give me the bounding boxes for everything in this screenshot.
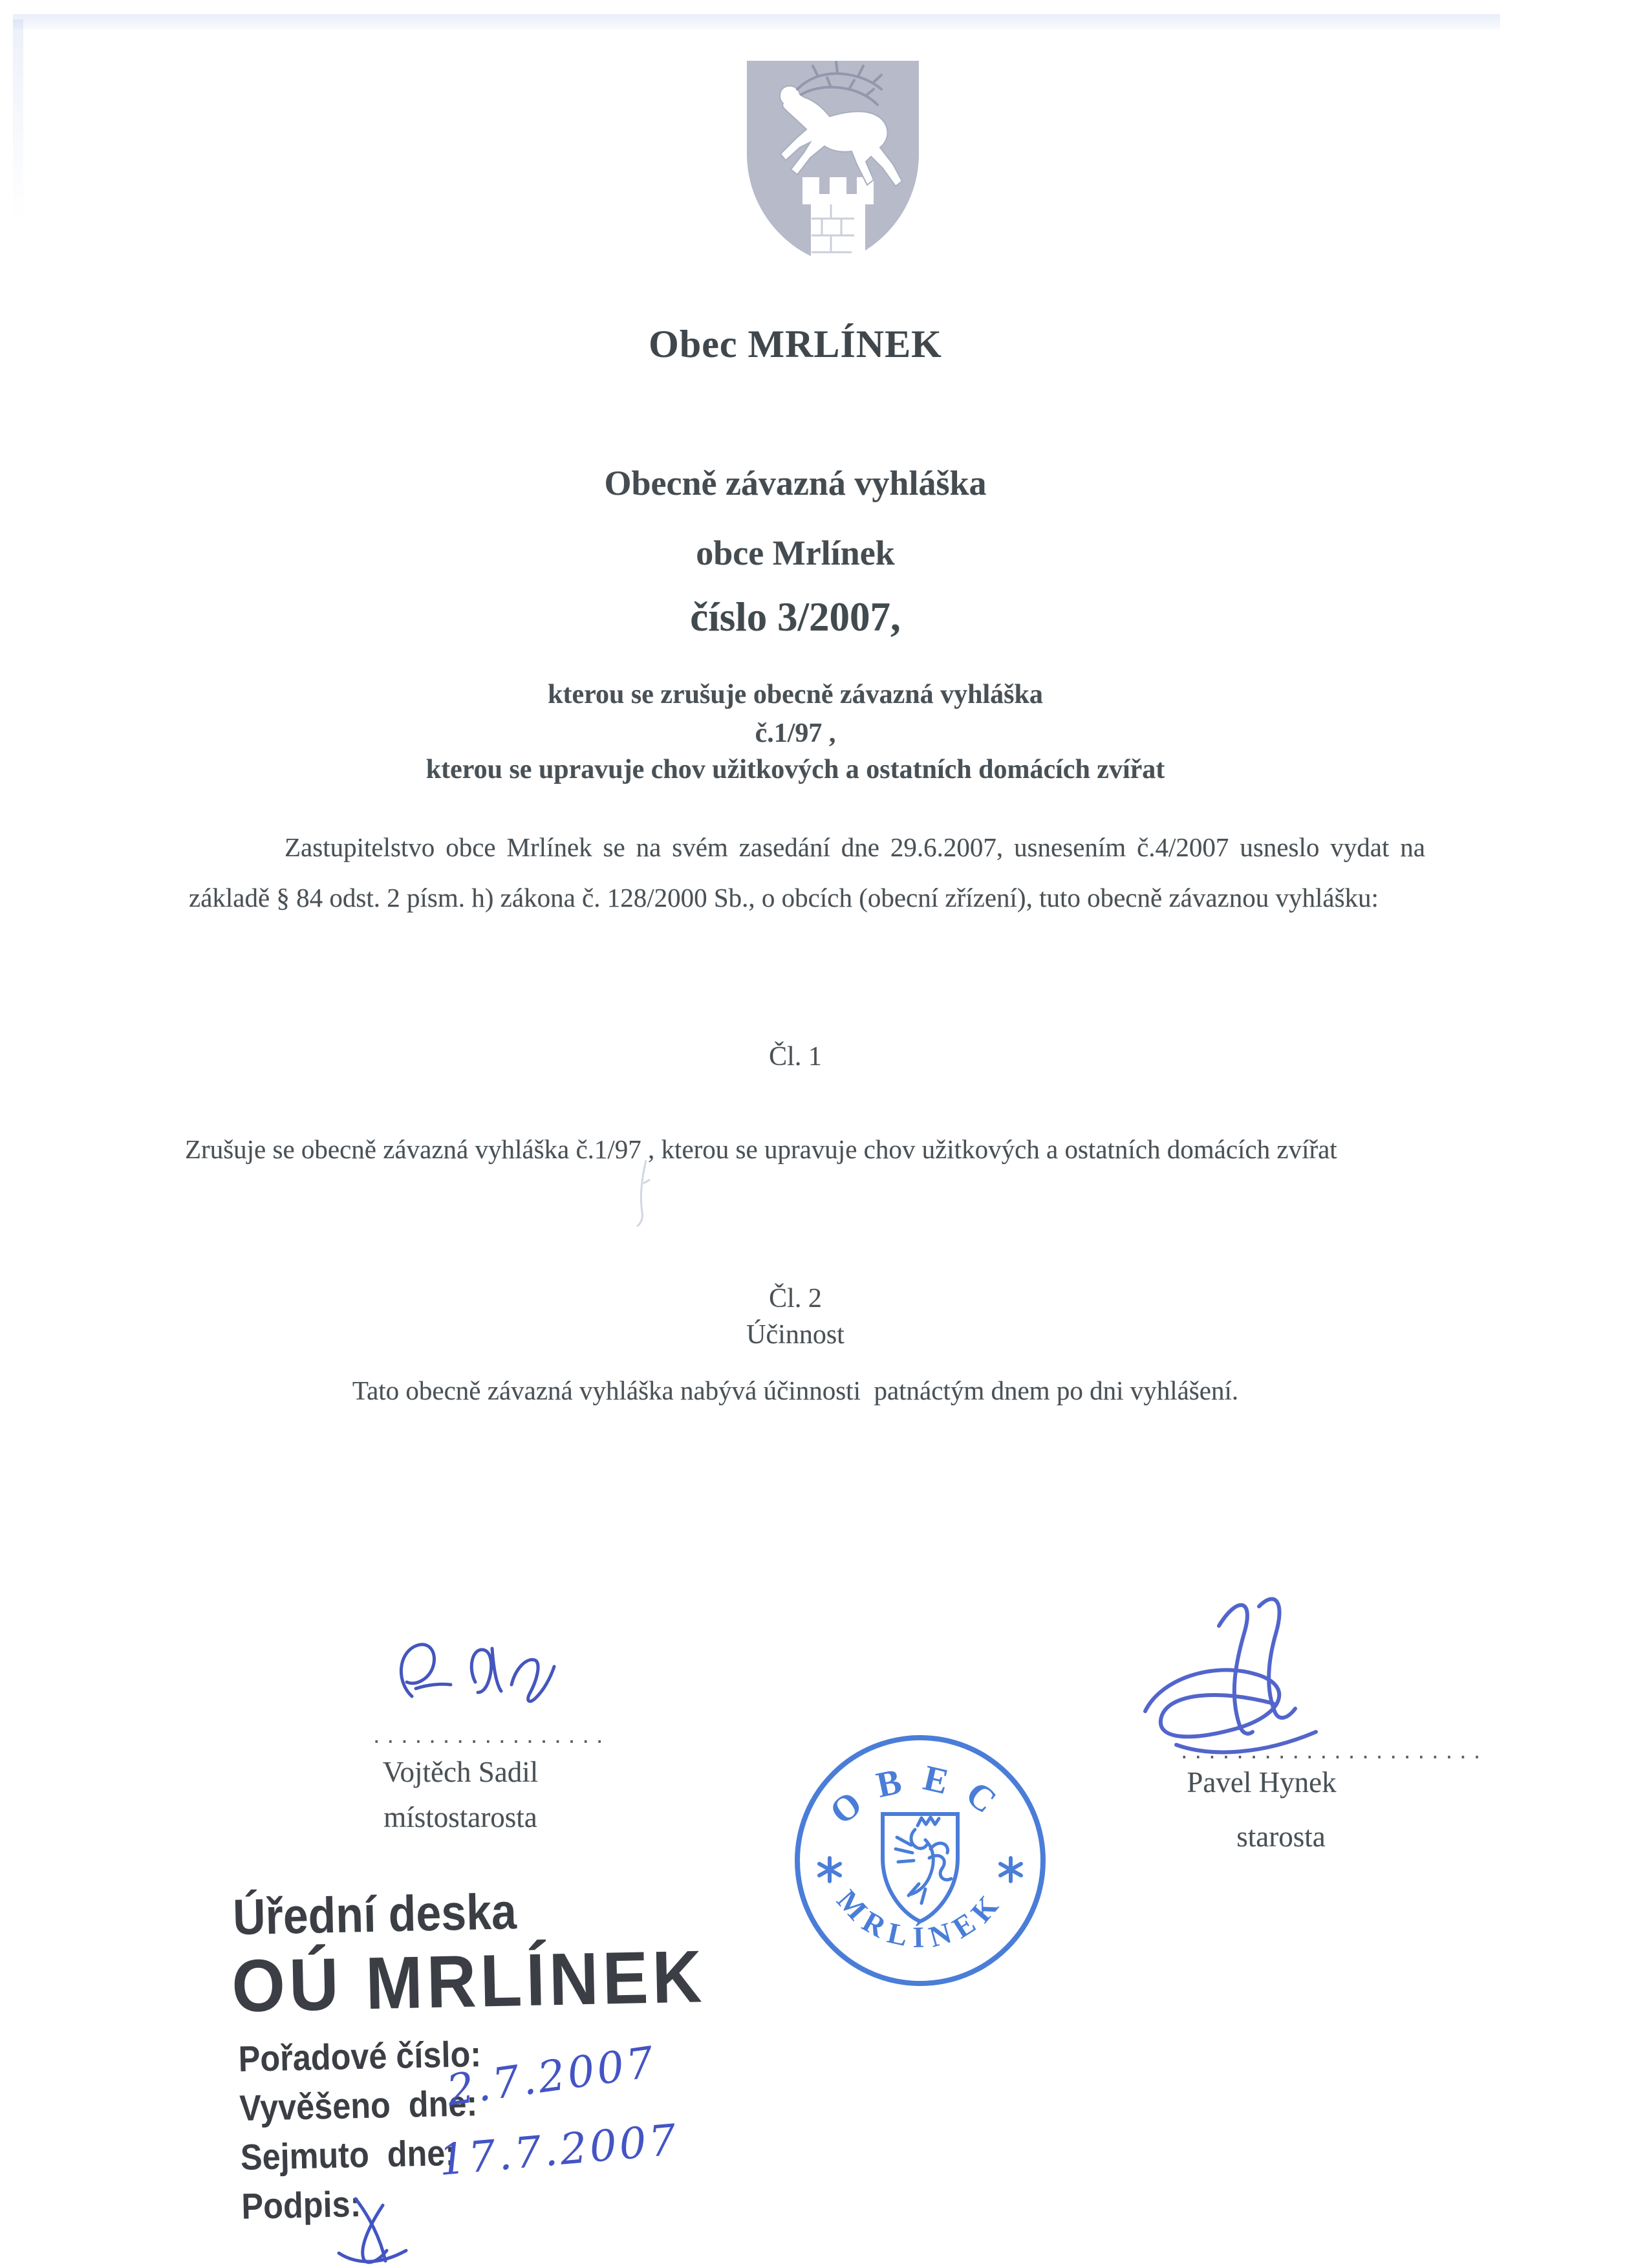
field-label-sejmuto-dne: Sejmuto dne: [240, 2132, 457, 2177]
decree-subtitle-line2: č.1/97 , [755, 718, 836, 748]
article-2-heading: Čl. 2 [769, 1284, 822, 1313]
decree-subtitle-line1: kterou se zrušuje obecně závazná vyhláška [548, 680, 1043, 709]
decree-title-line2: obce Mrlínek [696, 534, 895, 572]
stamp-top-text: OBEC [823, 1757, 1018, 1833]
office-stamp-line1: Úřední deska [232, 1884, 517, 1946]
stamp-bottom-text: MRLÍNEK [830, 1883, 1010, 1954]
pen-mark-artifact [630, 1158, 656, 1229]
decree-title-line3: číslo 3/2007, [690, 594, 901, 640]
field-label-podpis: Podpis: [241, 2183, 361, 2227]
decree-title-line1: Obecně závazná vyhláška [604, 464, 987, 502]
stamp-star-right [1000, 1858, 1021, 1881]
municipal-round-stamp [791, 1731, 1050, 1990]
pavel-hynek-signature [1122, 1584, 1488, 1772]
field-label-poradove-cislo: Pořadové číslo: [238, 2033, 482, 2079]
handwritten-date-removed: 17.7.2007 [436, 2114, 681, 2186]
czech-lion-emblem [896, 1817, 951, 1903]
scan-artifact-left [13, 19, 23, 220]
page-title: Obec MRLÍNEK [649, 323, 942, 365]
article-1-body: Zrušuje se obecně závazná vyhláška č.1/97 , kterou se upravuje chov užitkových a ostatních domácích zvířat [185, 1134, 1337, 1164]
signer-role-right: starosta [1236, 1820, 1326, 1853]
decree-subtitle-line3: kterou se upravuje chov užitkových a ostatních domácích zvířat [425, 755, 1165, 784]
municipal-coat-of-arms-icon [740, 56, 925, 269]
article-2-subheading: Účinnost [746, 1320, 845, 1350]
signer-role-left: místostarosta [383, 1801, 537, 1833]
article-2-body: Tato obecně závazná vyhláška nabývá účinnosti patnáctým dnem po dni vyhlášení. [352, 1376, 1239, 1405]
signer-name-right: Pavel Hynek [1187, 1766, 1337, 1798]
signature-line-left: ................. [373, 1722, 610, 1749]
office-stamp-line2: OÚ MRLÍNEK [231, 1935, 707, 2028]
field-label-vyveseno-dne: Vyvěšeno dne: [239, 2082, 478, 2128]
handwritten-date-posted: 2.7.2007 [444, 2036, 660, 2116]
stamp-shield [883, 1814, 958, 1921]
scan-artifact-top [13, 14, 1500, 30]
stamp-star-left [819, 1858, 840, 1881]
article-1-heading: Čl. 1 [769, 1042, 822, 1072]
signer-name-left: Vojtěch Sadil [382, 1756, 539, 1788]
podpis-handwritten-signature [331, 2194, 415, 2268]
signature-line-right: ...................... [1181, 1737, 1488, 1764]
preamble-paragraph: Zastupitelstvo obce Mrlínek se na svém zasedání dne 29.6.2007, usnesením č.4/2007 usneslo vydat na základě § 84 odst. 2 písm. h) zákona č. 128/2000 Sb., o obcích (obecní zřízení), tuto obecně závaznou vyhlášku: [189, 832, 1425, 913]
tower-shape [802, 177, 874, 269]
